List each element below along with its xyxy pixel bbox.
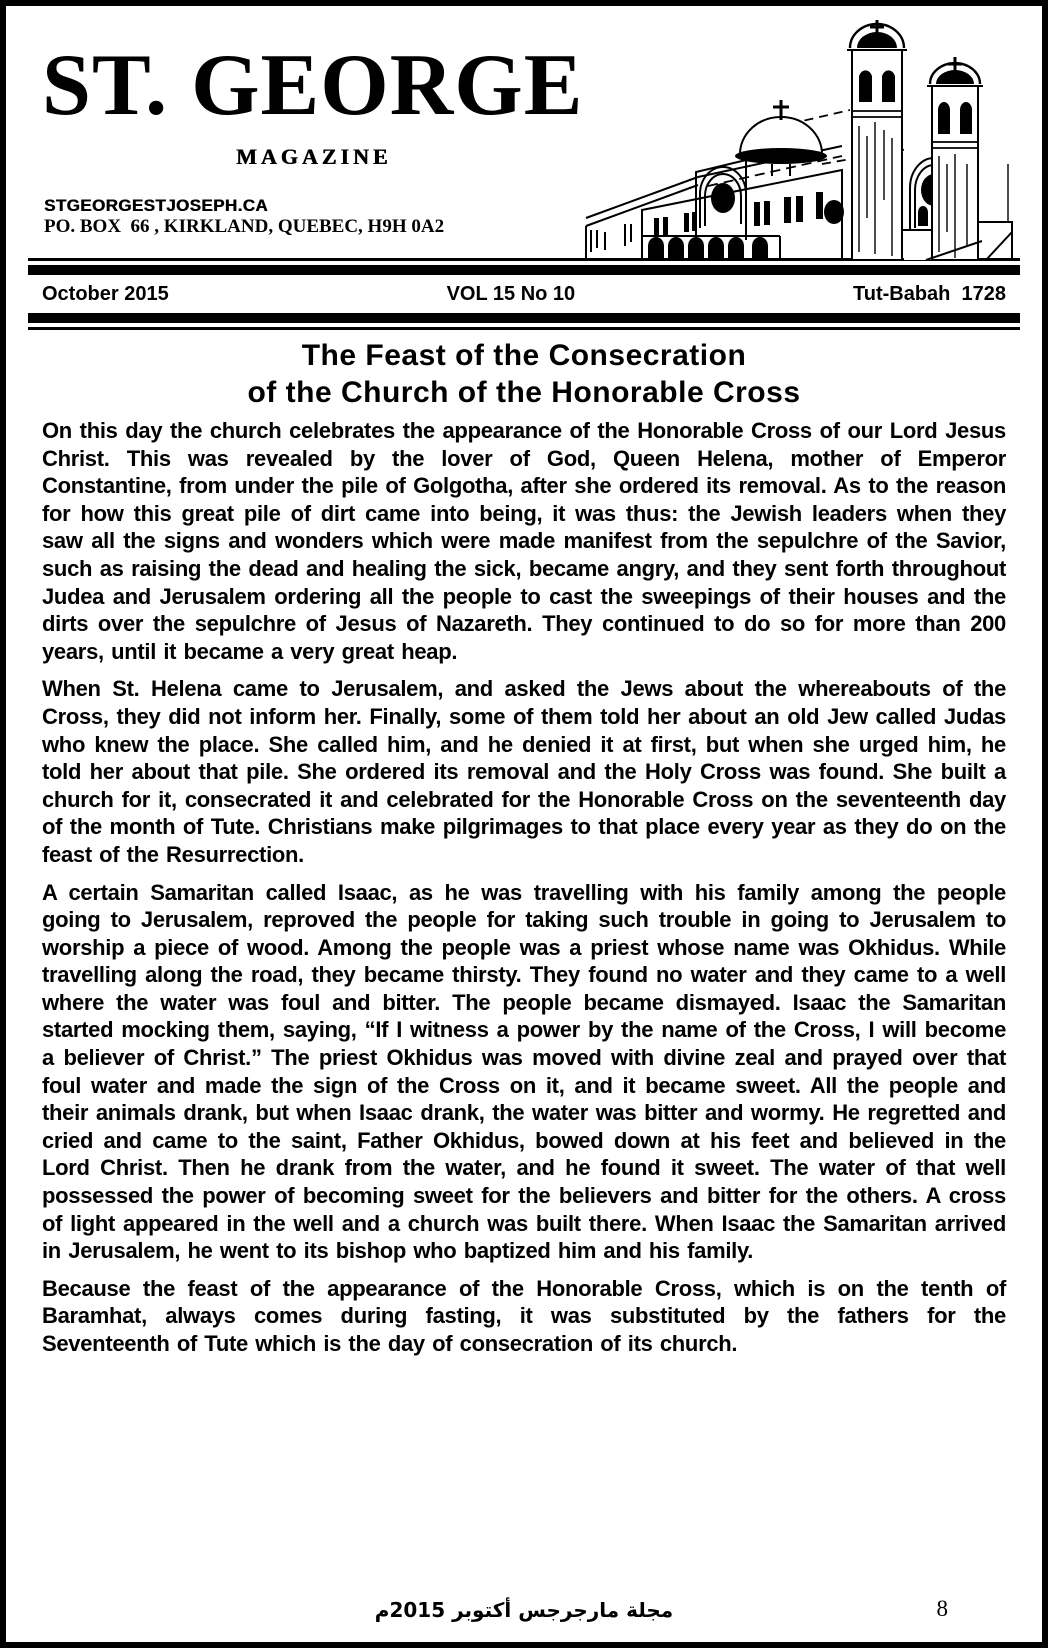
article-body [6, 417, 1042, 1358]
paragraph: When St. Helena came to Jerusalem, and asked the Jews about the whereabouts of the Cross, they did not inform her. Finally, some of them told her about an old Jew called Judas who knew the place. She called him, and he denied it at first, but when she urged him, he told her about that pile. She ordered its removal and the Holy Cross was found. She built a church for it, consecrated it and celebrated for the Honorable Cross on the seventeenth day of the month of Tute. Christians make pilgrimages to that place every year as they do on the feast of the Resurrection. [42, 676, 1006, 867]
masthead [6, 6, 1042, 258]
church-illustration [584, 14, 1016, 262]
page-number: 8 [936, 1596, 948, 1621]
paragraph: A certain Samaritan called Isaac, as he was travelling with his family among the people going to Jerusalem, reproved the people for taking such trouble in going to Jerusalem to worship a piece of wood. Among the people was a priest whose name was Okhidus. While travelling along the road, they became thirsty. They found no water and they came to a well where the water was foul and bitter. The people became dismayed. Isaac the Samaritan started mocking them, saying, “If I witness a power by the name of the Cross, I will become a believer of Christ.” The priest Okhidus was moved with divine zeal and prayed over that foul water and made the sign of the Cross on it, and it became sweet. All the people and their animals drank, but when Isaac drank, the water was bitter and wormy. He regretted and cried and came to the saint, Father Okhidus, bowed down at his feet and believed in the Lord Christ. Then he drank from the water, and he found it sweet. The water of that well possessed the power of becoming sweet for the believers and bitter for the others. A cross of light appeared in the well and a church was built there. When Isaac the Samaritan arrived in Jerusalem, he went to its bishop who baptized him and his family. [42, 879, 1006, 1264]
article-title-line1: The Feast of the Consecration [301, 339, 747, 372]
magazine-subtitle: MAGAZINE [236, 144, 392, 169]
footer-arabic-caption: مجلة مارجرجس أكتوبر 2015م [374, 1598, 674, 1622]
paragraph: Because the feast of the appearance of the Honorable Cross, which is on the tenth of Baramhat, always comes during fasting, it was substituted by the fathers for the Seventeenth of Tute which is the day of consecration of its church. [42, 1275, 1006, 1356]
article-title-line2: of the Church of the Honorable Cross [247, 376, 801, 409]
magazine-title: ST. GEORGE [42, 37, 584, 134]
article-title [6, 337, 1042, 411]
issue-date: October 2015 [42, 283, 169, 305]
paragraph: On this day the church celebrates the appearance of the Honorable Cross of our Lord Jesus Christ. This was revealed by the lover of God, Queen Helena, mother of Emperor Constantine, from under the pile of Golgotha, after she ordered its removal. As to the reason for how this great pile of dirt came into being, it was thus: the Jewish leaders when they saw all the signs and wonders which were made manifest from the sepulchre of the Savior, such as raising the dead and healing the sick, became angry, and they sent forth throughout Judea and Jerusalem ordering all the people to cast the sweepings of their houses and the dirts over the sepulchre of Jesus of Nazareth. They continued to do so for more than 200 years, until it became a very great heap. [42, 418, 1006, 664]
mailing-address: PO. BOX 66 , KIRKLAND, QUEBEC, H9H 0A2 [44, 216, 445, 237]
article [6, 337, 1042, 1358]
issue-coptic-date: Tut-Babah 1728 [853, 283, 1006, 305]
website-text: STGEORGESTJOSEPH.CA [44, 196, 268, 215]
issue-bar [6, 275, 1042, 313]
bottom-double-rule [28, 313, 1020, 330]
issue-volume: VOL 15 No 10 [446, 283, 576, 305]
